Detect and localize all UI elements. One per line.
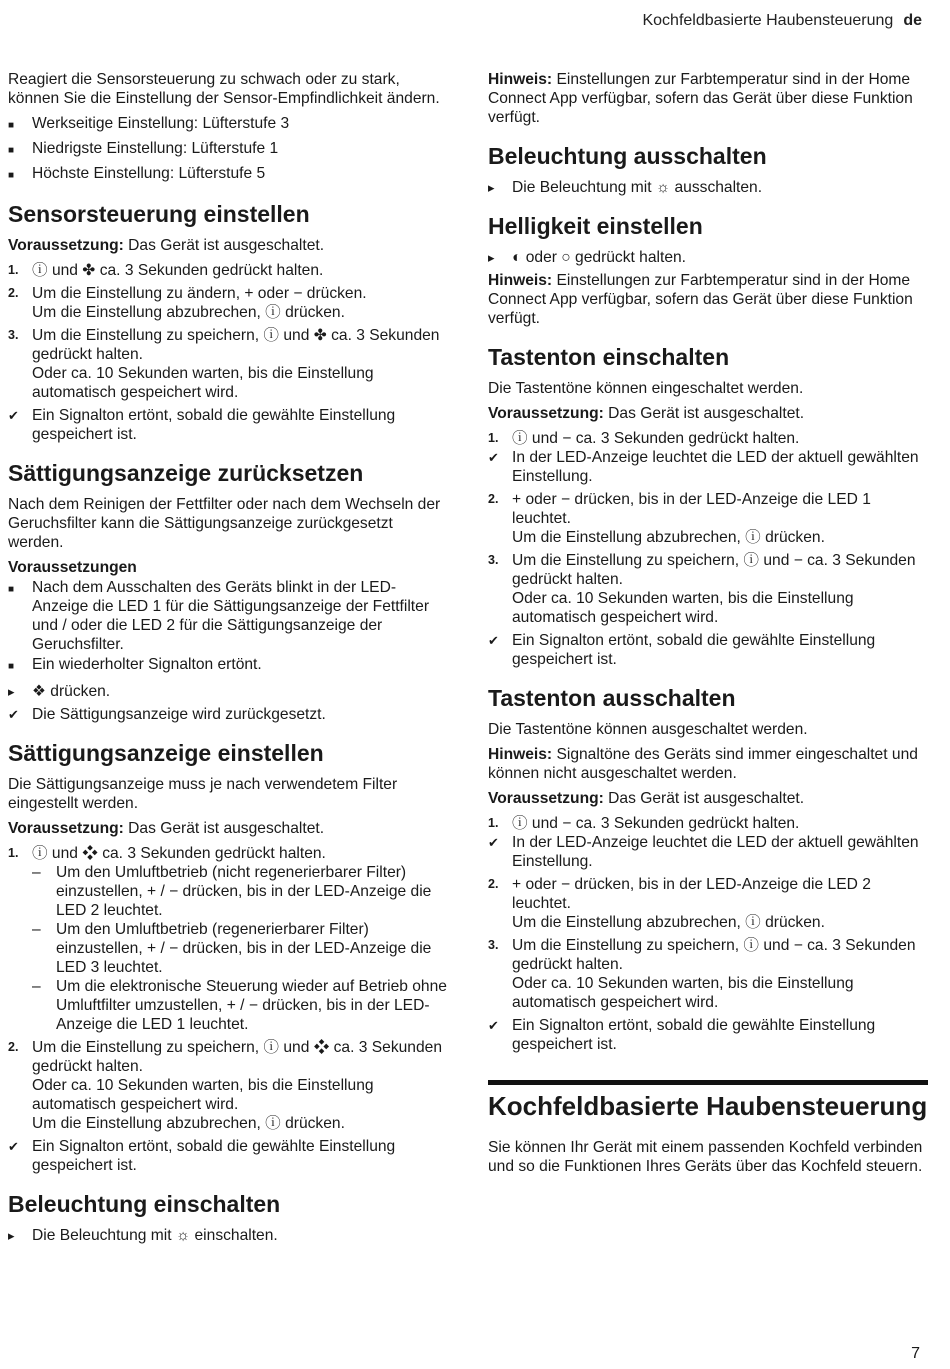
list-item: ■ Niedrigste Einstellung: Lüfterstufe 1 (8, 139, 448, 160)
arrow-icon (8, 1226, 32, 1245)
sub-item: – Um den Umluftbetrieb (nicht regenerierbarer Filter) einzustellen, + / − drücken, bis in der LED-Anzeige die LED 2 leuchtet. (32, 864, 432, 919)
section-heading: Beleuchtung einschalten (8, 1191, 281, 1217)
right-column (488, 70, 928, 1182)
language-code: de (903, 12, 922, 29)
section-heading: Helligkeit einstellen (488, 213, 703, 239)
precondition: Voraussetzung: Das Gerät ist ausgeschaltet. (488, 405, 805, 422)
section-heading: Sensorsteuerung einstellen (8, 201, 310, 227)
result: ✔ In der LED-Anzeige leuchtet die LED der aktuell gewählten Einstellung. (488, 833, 928, 871)
step: 1. ⓘ und − ca. 3 Sekunden gedrückt halten. (488, 815, 800, 832)
section-heading: Sättigungsanzeige zurücksetzen (8, 460, 364, 486)
check-icon (8, 1137, 32, 1175)
left-column (8, 70, 448, 1249)
hint: Hinweis: Einstellungen zur Farbtemperatur sind in der Home Connect App verfügbar, sofern das Gerät über diese Funktion verfügt. (488, 71, 913, 126)
step: 2. Um die Einstellung zu ändern, + oder − drücken. Um die Einstellung abzubrechen, ⓘ drücken. (8, 285, 367, 321)
step: 1. ⓘ und ✤ ca. 3 Sekunden gedrückt halten. (8, 262, 324, 279)
bullet-icon (8, 164, 32, 185)
action: ▸ Die Beleuchtung mit ☼ einschalten. (8, 1226, 448, 1245)
check-icon (488, 631, 512, 669)
hint: Hinweis: Einstellungen zur Farbtemperatur sind in der Home Connect App verfügbar, sofern das Gerät über diese Funktion verfügt. (488, 272, 913, 327)
result: ✔ Ein Signalton ertönt, sobald die gewählte Einstellung gespeichert ist. (488, 631, 928, 669)
section-intro: Die Sättigungsanzeige muss je nach verwendetem Filter eingestellt werden. (8, 776, 398, 812)
precondition: Voraussetzung: Das Gerät ist ausgeschaltet. (8, 820, 325, 837)
check-icon (488, 448, 512, 486)
result: ✔ Die Sättigungsanzeige wird zurückgesetzt. (8, 705, 448, 724)
bullet-icon (8, 578, 32, 654)
step: 3. Um die Einstellung zu speichern, ⓘ und ✤ ca. 3 Sekunden gedrückt halten. Oder ca. 10 Sekunden warten, bis die Einstellung automatisch gespeichert wird. (8, 327, 440, 401)
section-intro: Die Tastentöne können eingeschaltet werden. (488, 380, 804, 397)
bullet-icon (8, 114, 32, 135)
action: ▸ Die Beleuchtung mit ☼ ausschalten. (488, 178, 928, 197)
section-heading: Sättigungsanzeige einstellen (8, 740, 324, 766)
precondition: Voraussetzung: Das Gerät ist ausgeschaltet. (488, 790, 805, 807)
result: ✔ Ein Signalton ertönt, sobald die gewählte Einstellung gespeichert ist. (8, 406, 448, 444)
check-icon (488, 1016, 512, 1054)
precondition-label: Voraussetzungen (8, 559, 137, 576)
hint: Hinweis: Signaltöne des Geräts sind immer eingeschaltet und können nicht ausgeschaltet werden. (488, 746, 918, 782)
page-header (642, 11, 922, 30)
precondition: Voraussetzung: Das Gerät ist ausgeschaltet. (8, 237, 325, 254)
bullet-icon (8, 139, 32, 160)
action: ▸ ◐ oder ○ gedrückt halten. (488, 248, 928, 267)
result: ✔ Ein Signalton ertönt, sobald die gewählte Einstellung gespeichert ist. (488, 1016, 928, 1054)
list-item: ■ Ein wiederholter Signalton ertönt. (8, 655, 448, 676)
step: 2. + oder − drücken, bis in der LED-Anzeige die LED 1 leuchtet. Um die Einstellung abzubrechen, ⓘ drücken. (488, 491, 871, 546)
list-item: ■ Höchste Einstellung: Lüfterstufe 5 (8, 164, 448, 185)
section-intro: Die Tastentöne können ausgeschaltet werden. (488, 721, 808, 738)
page-number: 7 (911, 1345, 920, 1362)
check-icon (8, 406, 32, 444)
check-icon (488, 833, 512, 871)
list-item: ■ Werkseitige Einstellung: Lüfterstufe 3 (8, 114, 448, 135)
section-heading: Beleuchtung ausschalten (488, 143, 767, 169)
section-intro: Nach dem Reinigen der Fettfilter oder nach dem Wechseln der Geruchsfilter kann die Sättigungsanzeige zurückgesetzt werden. (8, 496, 441, 551)
sub-item: – Um die elektronische Steuerung wieder auf Betrieb ohne Umluftfilter umzustellen, + / − drücken, bis in der LED-Anzeige die LED 1 leuchtet. (32, 978, 447, 1033)
power-icon: ⓘ (32, 262, 48, 279)
chapter-intro: Sie können Ihr Gerät mit einem passenden Kochfeld verbinden und so die Funktionen Ihres Geräts über das Kochfeld steuern. (488, 1139, 923, 1175)
arrow-icon (8, 682, 32, 701)
list-item: ■ Nach dem Ausschalten des Geräts blinkt in der LED-Anzeige die LED 1 für die Sättigungsanzeige der Fettfilter und / oder die LED 2 für die Sättigungsanzeige der Geruchsfilter. (8, 578, 448, 654)
chapter-heading: Kochfeldbasierte Haubensteuerung (488, 1080, 928, 1122)
step: 1. ⓘ und ❖ ca. 3 Sekunden gedrückt halten. – Um den Umluftbetrieb (nicht regenerierbarer Filter) einzustellen, + / − drücken, bis in der LED-Anzeige die LED 2 leuchtet. – Um den Umluftbetrieb (regenerierbarer Filter) einzustellen, + / − drücken, bis in der LED-Anzeige die LED 3 leuchtet. – Um die elektronische Steuerung wieder auf Betrieb ohne Umluftfilter umzustellen, + / − drücken, bis in der LED-Anzeige die LED 1 leuchtet. (8, 845, 447, 1033)
step: 3. Um die Einstellung zu speichern, ⓘ und − ca. 3 Sekunden gedrückt halten. Oder ca. 10 Sekunden warten, bis die Einstellung automatisch gespeichert wird. (488, 552, 916, 626)
section-heading: Tastenton ausschalten (488, 685, 736, 711)
step: 2. + oder − drücken, bis in der LED-Anzeige die LED 2 leuchtet. Um die Einstellung abzubrechen, ⓘ drücken. (488, 876, 871, 931)
sub-item: – Um den Umluftbetrieb (regenerierbarer Filter) einzustellen, + / − drücken, bis in der LED-Anzeige die LED 3 leuchtet. (32, 921, 432, 976)
section-heading: Tastenton einschalten (488, 344, 730, 370)
intro-text: Reagiert die Sensorsteuerung zu schwach oder zu stark, können Sie die Einstellung der Sensor-Empfindlichkeit ändern. (8, 71, 440, 107)
action: ▸ ❖ drücken. (8, 682, 448, 701)
header-title: Kochfeldbasierte Haubensteuerung (642, 12, 894, 29)
check-icon (8, 705, 32, 724)
step: 3. Um die Einstellung zu speichern, ⓘ und − ca. 3 Sekunden gedrückt halten. Oder ca. 10 Sekunden warten, bis die Einstellung automatisch gespeichert wird. (488, 937, 916, 1011)
result: ✔ In der LED-Anzeige leuchtet die LED der aktuell gewählten Einstellung. (488, 448, 928, 486)
bullet-icon (8, 655, 32, 676)
result: ✔ Ein Signalton ertönt, sobald die gewählte Einstellung gespeichert ist. (8, 1137, 448, 1175)
step: 2. Um die Einstellung zu speichern, ⓘ und ❖ ca. 3 Sekunden gedrückt halten. Oder ca. 10 Sekunden warten, bis die Einstellung automatisch gespeichert wird. Um die Einstellung abzubrechen, ⓘ drücken. (8, 1039, 442, 1132)
arrow-icon (488, 248, 512, 267)
step: 1. ⓘ und − ca. 3 Sekunden gedrückt halten. (488, 430, 800, 447)
arrow-icon (488, 178, 512, 197)
